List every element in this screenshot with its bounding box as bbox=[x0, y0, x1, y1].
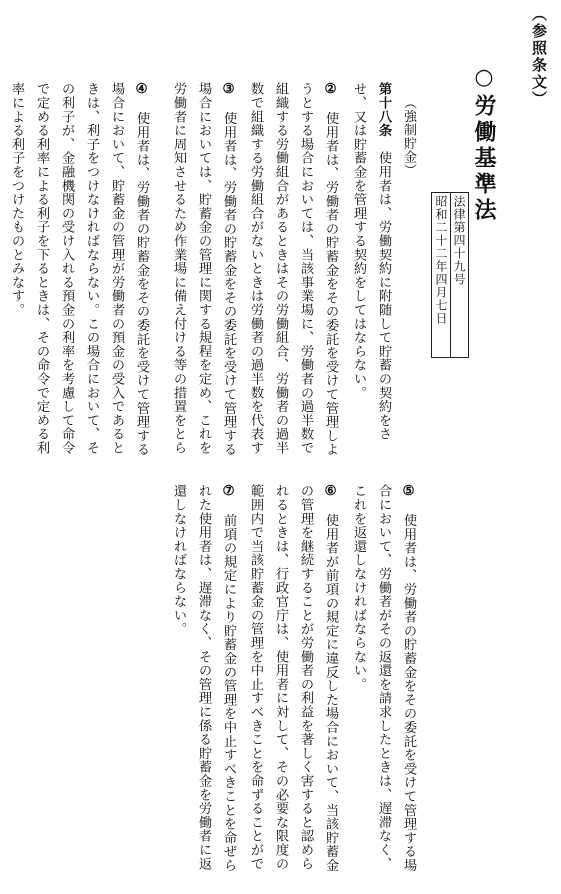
article-paragraph-2 bbox=[243, 82, 343, 467]
paragraph-3-number: ③ bbox=[221, 82, 236, 98]
paragraph-4-text: 使用者は、労働者の貯蓄金をその委託を受けて管理する場合において、貯蓄金の管理が労働者の預金の受入であるときは、利子をつけなければならない。この場合において、その利子が、金融機関の受け入れる預金の利率を考慮して命令で定める利率による利子を下るときは、その命令で定める利率による利子をつけたものとみなす。 bbox=[9, 82, 149, 457]
article-number: 第十八条 bbox=[376, 82, 391, 138]
article-paragraph-7 bbox=[171, 484, 241, 874]
paragraph-2-number: ② bbox=[323, 82, 338, 98]
article-paragraph-6 bbox=[243, 484, 343, 874]
article-paragraph-3 bbox=[166, 82, 241, 467]
paragraph-2-text: 使用者は、労働者の貯蓄金をその委託を受けて管理しようとする場合においては、当該事業場に、労働者の過半数で組織する労働組合があるときはその労働組合、労働者の過半数で組織する労働組合がないときは労働者の過半数を代表す bbox=[248, 82, 338, 457]
paragraph-6-text: 使用者が前項の規定に違反した場合において、当該貯蓄金の管理を継続することが労働者の利益を著しく害すると認められるときは、行政官庁は、使用者に対して、その必要な限度の範囲内で当該貯蓄金の管理を中止すべきことを命ずることがで bbox=[248, 484, 338, 873]
article-paragraph-4 bbox=[2, 82, 154, 467]
law-date: 昭和二十二年四月七日 bbox=[431, 192, 451, 358]
law-number: 法律第四十九号 bbox=[450, 192, 469, 358]
paragraph-3-text: 使用者は、労働者の貯蓄金をその委託を受けて管理する場合においては、貯蓄金の管理に関する規程を定め、これを労働者に周知させるため作業場に備え付ける等の措置をとら bbox=[171, 82, 236, 457]
law-title: ○労働基準法 bbox=[471, 64, 497, 224]
upper-block bbox=[166, 82, 421, 482]
lower-block bbox=[171, 484, 421, 879]
paragraph-7-text: 前項の規定により貯蓄金の管理を中止すべきことを命ぜられた使用者は、遅滞なく、その管理に係る貯蓄金を労働者に返還しなければならない。 bbox=[171, 484, 236, 873]
article-caption: （強制貯金） bbox=[401, 96, 416, 177]
paragraph-1-text: 使用者は、労働契約に附随して貯蓄の契約をさせ、又は貯蓄金を管理する契約をしてはならない。 bbox=[351, 82, 391, 441]
paragraph-7-number: ⑦ bbox=[221, 484, 236, 500]
article-paragraph-5 bbox=[345, 484, 421, 874]
article-paragraph-1 bbox=[346, 82, 396, 467]
reference-label: （参照条文） bbox=[530, 6, 548, 108]
paragraph-5-number: ⑤ bbox=[401, 484, 416, 500]
paragraph-5-text: 使用者は、労働者の貯蓄金をその委託を受けて管理する場合において、労働者がその返還を請求したときは、遅滞なく、これを返還しなければならない。 bbox=[351, 484, 416, 873]
paragraph-4-number: ④ bbox=[134, 82, 149, 98]
paragraph-6-number: ⑥ bbox=[323, 484, 338, 500]
